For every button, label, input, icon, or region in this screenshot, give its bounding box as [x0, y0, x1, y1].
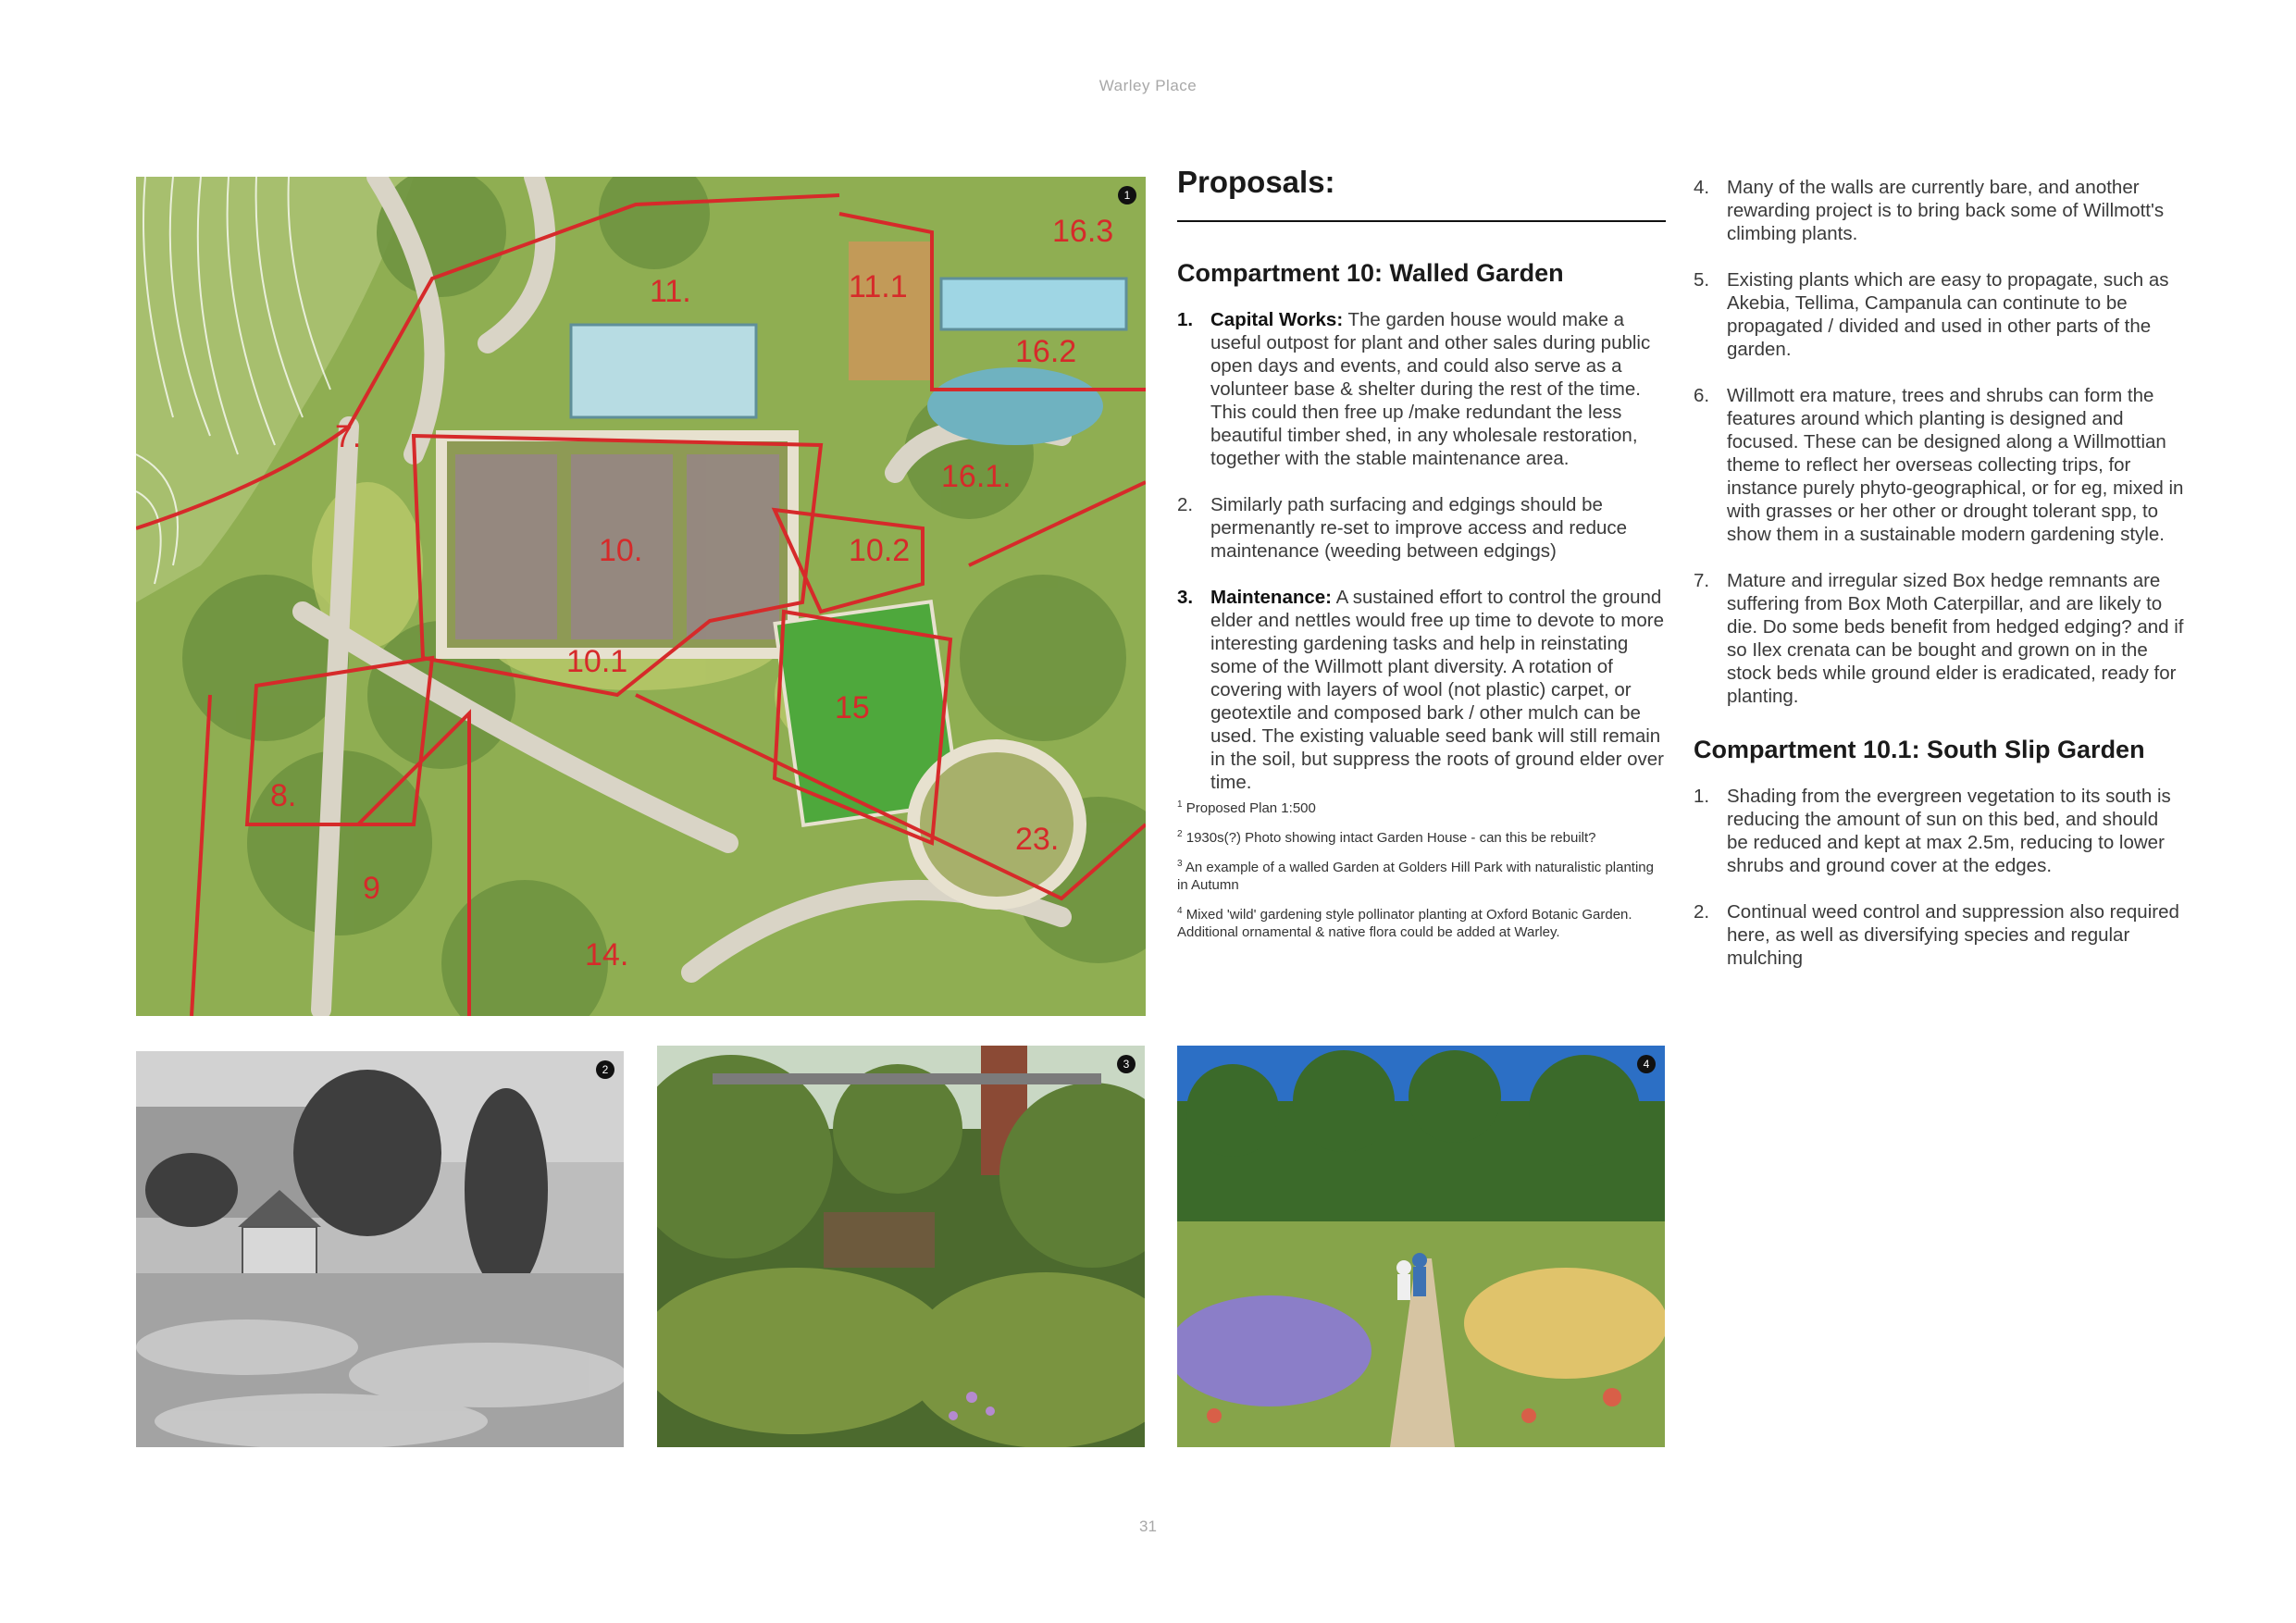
list-item: 7. Mature and irregular sized Box hedge remnants are suffering from Box Moth Caterpillar, and are likely to die. Do some beds benefit from hedged edging? and if so Ilex crenata can be bought and grown on in the stock beds while ground elder is eradicated, ready for planting.	[1694, 570, 2184, 707]
map-label: 11.1	[849, 269, 908, 304]
compartment-10-list	[1177, 308, 1666, 794]
figure-number-badge: 3	[1117, 1055, 1136, 1073]
proposals-column	[1177, 165, 1666, 949]
map-label: 14.	[585, 937, 629, 973]
page-number: 31	[1139, 1518, 1157, 1535]
list-item: 2. Continual weed control and suppression also required here, as well as diversifying species and regular mulching	[1694, 901, 2179, 969]
list-item: 3. Maintenance: A sustained effort to control the ground elder and nettles would free up time to devote to more interesting gardening tasks and help in reinstating some of the Willmott plant diversity. A rotation of covering with layers of wool (not plastic) carpet, or geotextile and composed bark / other mulch can be used. The existing valuable seed bank will still remain in the soil, but suppress the roots of ground elder over time.	[1177, 587, 1665, 793]
figure-number-badge: 2	[596, 1060, 614, 1079]
footnote: $^1$ Proposed Plan 1:500	[1177, 799, 1316, 816]
map-label: 16.3	[1052, 214, 1114, 249]
figure-number-badge: 1	[1118, 186, 1136, 204]
divider	[1177, 220, 1666, 222]
map-label: 9	[363, 871, 380, 906]
proposed-plan-map	[136, 177, 1146, 1016]
map-label: 16.1.	[941, 459, 1011, 494]
compartment-10-list-continued	[1694, 176, 2184, 708]
map-label: 15	[835, 690, 870, 725]
oxford-pollinator-planting-photo	[1177, 1046, 1665, 1447]
list-item: 4. Many of the walls are currently bare, and another rewarding project is to bring back some of Willmott's climbing plants.	[1694, 177, 2165, 244]
figure-number-badge: 4	[1637, 1055, 1656, 1073]
map-label: 16.2	[1015, 334, 1077, 369]
list-item: 1. Shading from the evergreen vegetation to its south is reducing the amount of sun on this bed, and should be reduced and kept at max 2.5m, reducing to lower shrubs and ground cover at the edges.	[1694, 786, 2171, 876]
map-label: 11.	[650, 274, 691, 309]
map-label: 23.	[1015, 822, 1060, 857]
map-label: 10.2	[849, 533, 911, 568]
list-item: 6. Willmott era mature, trees and shrubs can form the features around which planting is designed and focused. These can be designed along a Willmottian theme to reflect her overseas collecting trips, for instance purely phyto-geographical, or for eg, mixed in with grasses or her other or drought tolerant spp, to show them in a sustainable modern gardening style.	[1694, 385, 2184, 545]
map-label: 8.	[270, 778, 297, 813]
map-label: 10.	[599, 533, 643, 568]
historic-garden-house-photo	[136, 1051, 624, 1447]
list-item: 5. Existing plants which are easy to propagate, such as Akebia, Tellima, Campanula can continute to be propagated / divided and used in other parts of the garden.	[1694, 269, 2169, 360]
footnote: $^2$ 1930s(?) Photo showing intact Garden House - can this be rebuilt?	[1177, 829, 1596, 846]
running-header: Warley Place	[1098, 77, 1198, 94]
footnote: $^4$ Mixed 'wild' gardening style pollinator planting at Oxford Botanic Garden. Additional ornamental & native flora could be added at Warley.	[1177, 906, 1632, 940]
map-label: 7.	[335, 419, 362, 454]
compartment-10-1-title: Compartment 10.1: South Slip Garden	[1694, 736, 2145, 763]
proposals-column-continued	[1694, 176, 2184, 993]
compartment-10-title: Compartment 10: Walled Garden	[1177, 259, 1564, 287]
footnotes	[1177, 796, 1666, 941]
map-label: 10.1	[566, 644, 628, 679]
golders-hill-walled-garden-photo	[657, 1046, 1145, 1447]
list-item: 1. Capital Works: The garden house would make a useful outpost for plant and other sales during public open days and events, and could also serve as a volunteer base & shelter during the rest of the time. This could then free up /make redundant the less beautiful timber shed, in any wholesale restoration, together with the stable maintenance area.	[1177, 309, 1651, 469]
proposals-heading: Proposals:	[1177, 165, 1335, 199]
compartment-10-1-list	[1694, 785, 2184, 970]
footnote: $^3$ An example of a walled Garden at Golders Hill Park with naturalistic planting in Autumn	[1177, 859, 1654, 893]
list-item: 2. Similarly path surfacing and edgings should be permenantly re-set to improve access and reduce maintenance (weeding between edgings)	[1177, 494, 1628, 562]
